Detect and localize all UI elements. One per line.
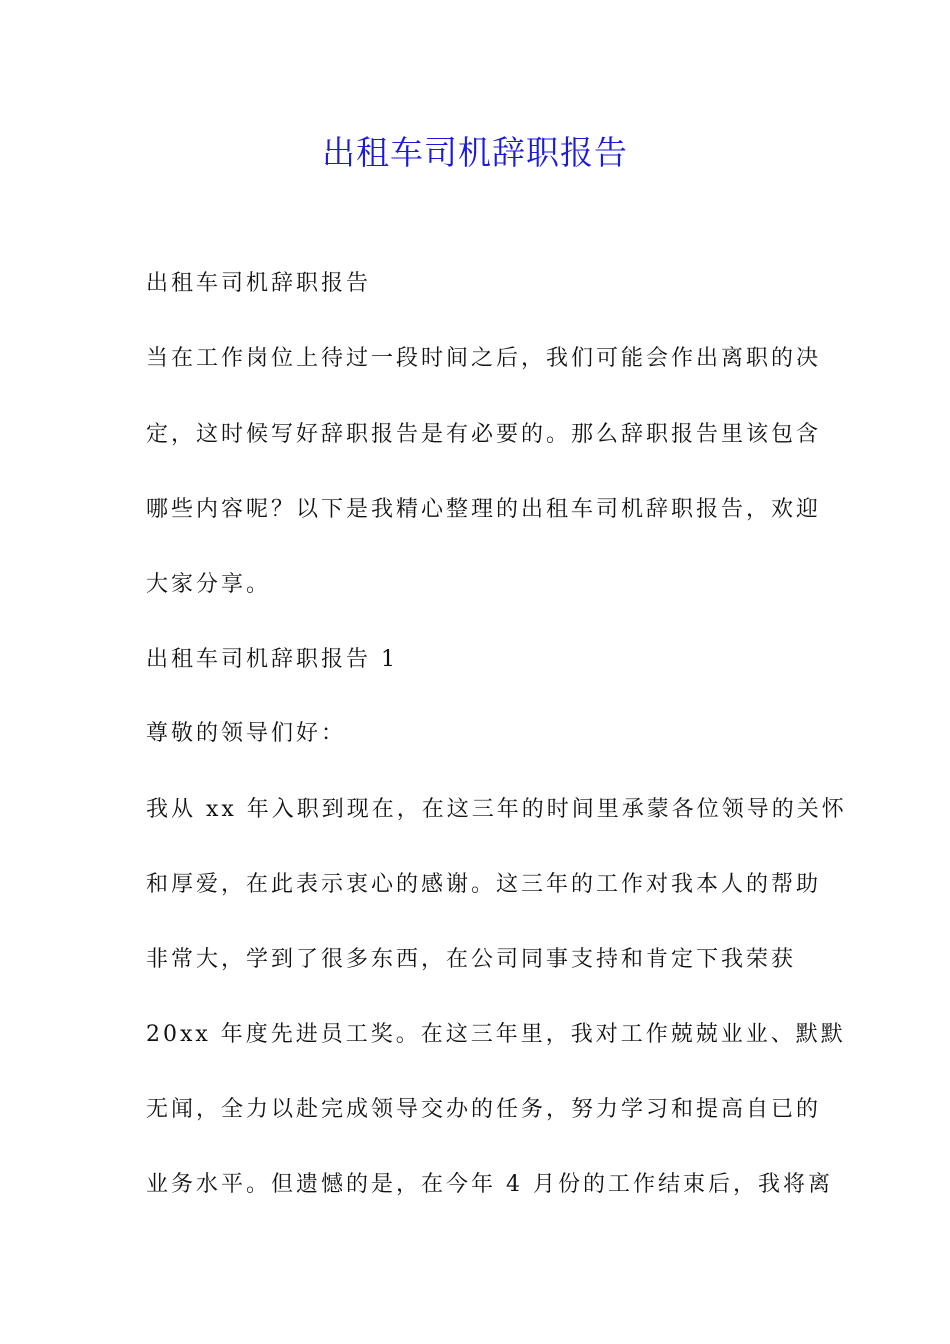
text-line: 哪些内容呢？以下是我精心整理的出租车司机辞职报告，欢迎 xyxy=(146,497,822,522)
text-line: 当在工作岗位上待过一段时间之后，我们可能会作出离职的决 xyxy=(146,346,822,371)
text-line: 20xx 年度先进员工奖。在这三年里，我对工作兢兢业业、默默 xyxy=(146,1022,846,1047)
text-line: 我从 xx 年入职到现在，在这三年的时间里承蒙各位领导的关怀 xyxy=(146,797,847,822)
text-line: 业务水平。但遗憾的是，在今年 4 月份的工作结束后，我将离 xyxy=(146,1172,833,1197)
text-line: 非常大，学到了很多东西，在公司同事支持和肯定下我荣获 xyxy=(146,947,797,972)
document-title: 出租车司机辞职报告 xyxy=(322,133,628,172)
salutation-line: 尊敬的领导们好： xyxy=(146,721,347,746)
text-line: 定，这时候写好辞职报告是有必要的。那么辞职报告里该包含 xyxy=(146,422,822,447)
section-heading: 出租车司机辞职报告 1 xyxy=(146,647,398,672)
subtitle-line: 出租车司机辞职报告 xyxy=(146,271,372,296)
text-line: 大家分享。 xyxy=(146,572,272,597)
text-line: 无闻，全力以赴完成领导交办的任务，努力学习和提高自已的 xyxy=(146,1097,822,1122)
text-line: 和厚爱，在此表示衷心的感谢。这三年的工作对我本人的帮助 xyxy=(146,872,822,897)
